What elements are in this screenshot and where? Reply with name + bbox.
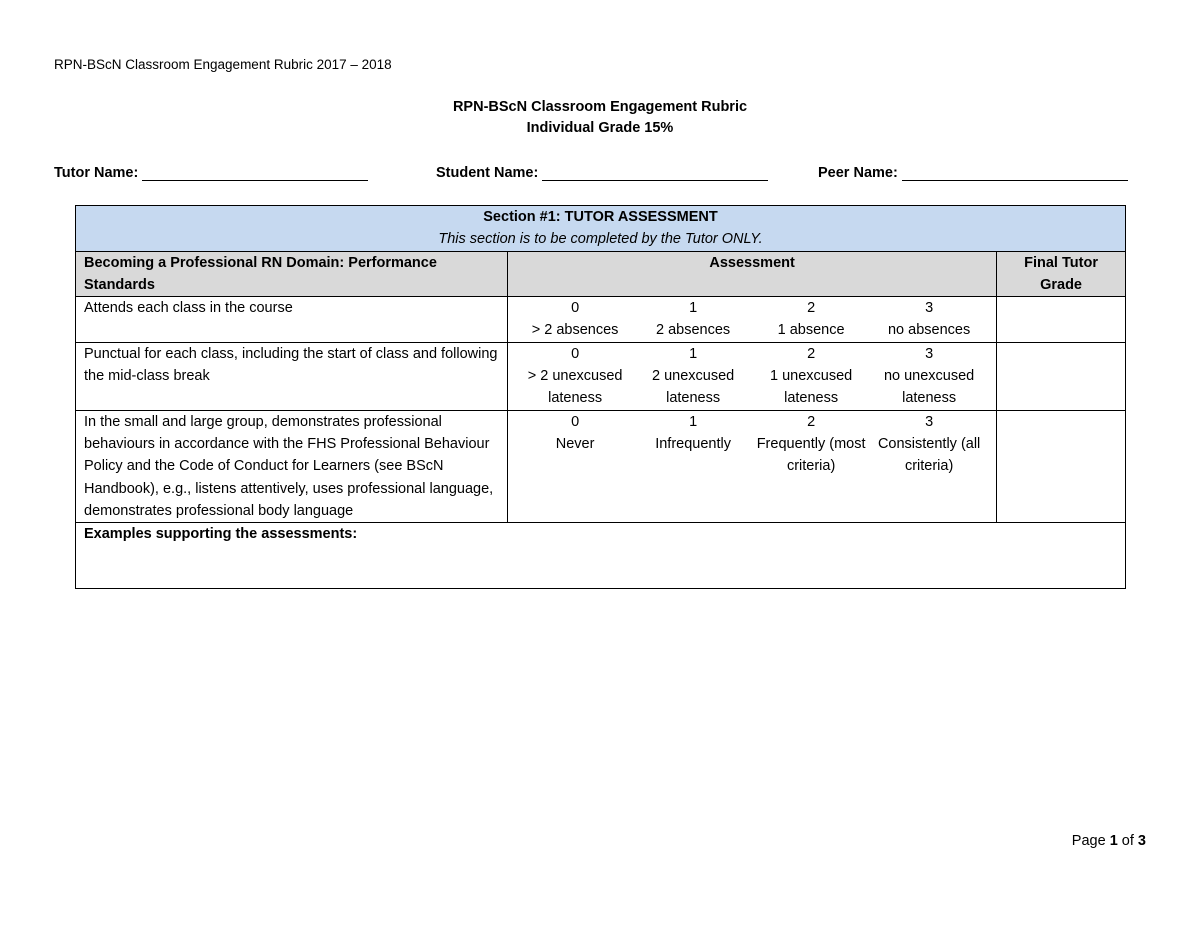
student-name-field[interactable] xyxy=(436,164,768,181)
peer-name-label: Peer Name: xyxy=(818,165,898,181)
score-option[interactable] xyxy=(870,297,988,342)
score-label: no unexcused lateness xyxy=(883,368,975,407)
score-label: Infrequently xyxy=(655,435,731,452)
score-label: Frequently (most criteria) xyxy=(756,435,866,475)
score-option[interactable] xyxy=(516,343,634,410)
page-total: 3 xyxy=(1137,833,1146,849)
criterion-cell: In the small and large group, demonstrates professional behaviours in accordance with the FHS Professional Behaviour Policy and the Code of Conduct for Learners (see BScN Handbook), e.g., listens attentively, uses professional language, demonstrates professional body language xyxy=(76,410,508,522)
score-label: Consistently (all criteria) xyxy=(877,435,981,475)
table-row xyxy=(76,297,1126,343)
peer-name-blank[interactable] xyxy=(902,164,1128,181)
table-row xyxy=(76,342,1126,410)
score-label: no absences xyxy=(887,322,971,339)
score-value: 1 xyxy=(689,345,698,362)
score-option[interactable] xyxy=(634,297,752,342)
section-header-row xyxy=(76,206,1126,252)
tutor-name-field[interactable] xyxy=(54,164,368,181)
student-name-label: Student Name: xyxy=(436,165,539,181)
score-option[interactable] xyxy=(516,297,634,342)
score-option[interactable] xyxy=(752,411,870,478)
criterion-cell: Punctual for each class, including the start of class and following the mid-class break xyxy=(76,342,508,410)
document-subtitle: Individual Grade 15% xyxy=(526,120,674,136)
score-option[interactable] xyxy=(752,297,870,342)
score-value: 0 xyxy=(571,413,580,430)
document-title: RPN-BScN Classroom Engagement Rubric xyxy=(452,99,748,115)
table-row xyxy=(76,410,1126,522)
section-title: Section #1: TUTOR ASSESSMENT xyxy=(483,209,718,225)
examples-cell[interactable] xyxy=(76,523,1126,589)
score-label: 2 unexcused lateness xyxy=(651,368,735,407)
column-header-row xyxy=(76,251,1126,297)
score-label: Never xyxy=(555,435,595,452)
page-word: Page xyxy=(1071,833,1106,849)
score-value: 2 xyxy=(807,413,816,430)
assessment-column-header: Assessment xyxy=(508,251,997,297)
score-option[interactable] xyxy=(870,411,988,478)
peer-name-field[interactable] xyxy=(818,164,1128,181)
score-option[interactable] xyxy=(634,343,752,410)
final-grade-cell[interactable] xyxy=(997,342,1126,410)
score-value: 1 xyxy=(689,300,698,317)
score-value: 2 xyxy=(807,300,816,317)
final-grade-cell[interactable] xyxy=(997,410,1126,522)
page-number xyxy=(1072,833,1146,849)
page-of-word: of xyxy=(1121,833,1134,849)
score-option[interactable] xyxy=(634,411,752,478)
score-option[interactable] xyxy=(870,343,988,410)
score-label: 1 unexcused lateness xyxy=(769,368,853,407)
title-block xyxy=(0,97,1200,139)
document-header: RPN-BScN Classroom Engagement Rubric 2017 – 2018 xyxy=(54,57,392,72)
tutor-name-blank[interactable] xyxy=(142,164,368,181)
score-value: 3 xyxy=(925,300,934,317)
score-value: 3 xyxy=(925,345,934,362)
score-value: 1 xyxy=(689,413,698,430)
score-option[interactable] xyxy=(516,411,634,478)
examples-label: Examples supporting the assessments: xyxy=(84,526,358,543)
assessment-cell xyxy=(508,297,997,343)
final-grade-column-header: Final Tutor Grade xyxy=(997,251,1126,297)
score-value: 0 xyxy=(571,345,580,362)
section-header xyxy=(76,206,1126,252)
score-label: > 2 unexcused lateness xyxy=(527,368,623,407)
score-option[interactable] xyxy=(752,343,870,410)
final-grade-cell[interactable] xyxy=(997,297,1126,343)
section-subtitle: This section is to be completed by the Tutor ONLY. xyxy=(438,231,763,248)
score-label: 1 absence xyxy=(777,322,845,339)
score-label: > 2 absences xyxy=(531,322,619,339)
examples-row xyxy=(76,523,1126,589)
score-value: 3 xyxy=(925,413,934,430)
assessment-cell xyxy=(508,410,997,522)
rubric-table xyxy=(75,205,1126,589)
tutor-name-label: Tutor Name: xyxy=(54,165,139,181)
student-name-blank[interactable] xyxy=(542,164,768,181)
assessment-cell xyxy=(508,342,997,410)
score-label: 2 absences xyxy=(656,322,731,339)
score-value: 2 xyxy=(807,345,816,362)
page-current: 1 xyxy=(1109,833,1118,849)
score-value: 0 xyxy=(571,300,580,317)
domain-column-header: Becoming a Professional RN Domain: Performance Standards xyxy=(76,251,508,297)
criterion-cell: Attends each class in the course xyxy=(76,297,508,343)
